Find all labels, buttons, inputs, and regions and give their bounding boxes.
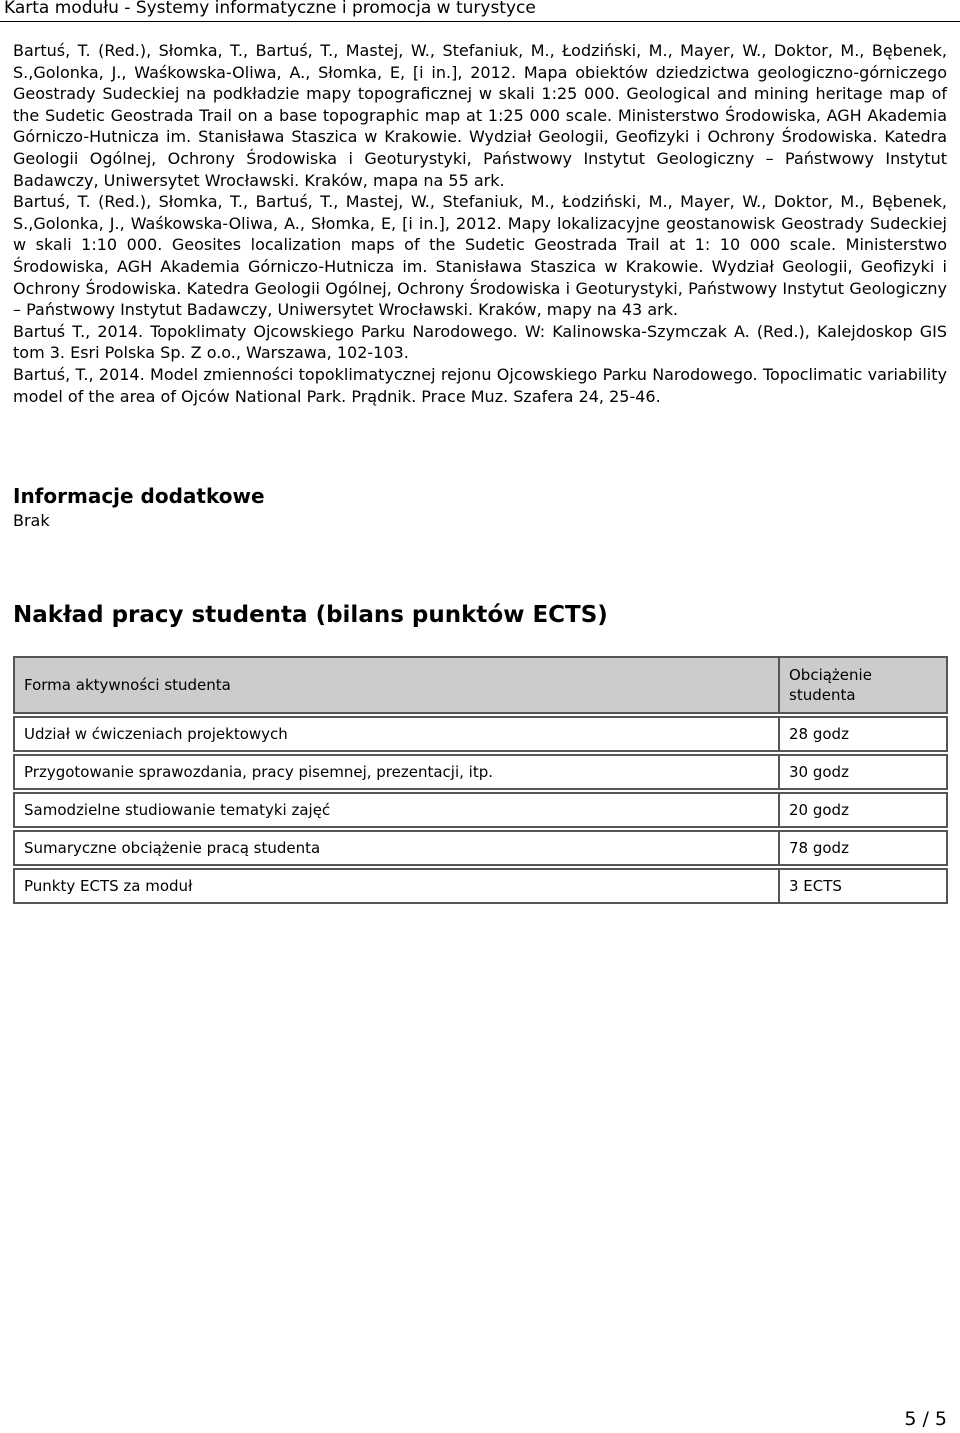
- load-cell: 30 godz: [778, 754, 948, 790]
- document-title: Karta modułu - Systemy informatyczne i promocja w turystyce: [4, 0, 536, 18]
- additional-info-heading: Informacje dodatkowe: [13, 484, 265, 508]
- activity-cell: Udział w ćwiczeniach projektowych: [13, 716, 778, 752]
- activity-cell: Przygotowanie sprawozdania, pracy pisemnej, prezentacji, itp.: [13, 754, 778, 790]
- load-cell: 3 ECTS: [778, 868, 948, 904]
- table-header-row: [13, 656, 948, 714]
- activity-cell: Samodzielne studiowanie tematyki zajęć: [13, 792, 778, 828]
- ects-heading: Nakład pracy studenta (bilans punktów ECTS): [13, 602, 608, 628]
- column-header-activity: Forma aktywności studenta: [13, 656, 778, 714]
- load-cell: 28 godz: [778, 716, 948, 752]
- additional-info-text: Brak: [13, 511, 50, 530]
- table-row: [13, 716, 948, 752]
- load-cell: 78 godz: [778, 830, 948, 866]
- activity-cell: Punkty ECTS za moduł: [13, 868, 778, 904]
- load-cell: 20 godz: [778, 792, 948, 828]
- table-row: [13, 792, 948, 828]
- table-row: [13, 868, 948, 904]
- reference-entry: Bartuś, T. (Red.), Słomka, T., Bartuś, T., Mastej, W., Stefaniuk, M., Łodziński, M., Mayer, W., Doktor, M., Bębenek, S.,Golonka, J., Waśkowska-Oliwa, A., Słomka, E, [i in.], 2012. Mapy lokalizacyjne geostanowisk Geostrady Sudeckiej w skali 1:10 000. Geosites localization maps of the Sudetic Geostrada Trail at 1: 10 000 scale. Ministerstwo Środowiska, AGH Akademia Górniczo-Hutnicza im. Stanisława Staszica w Krakowie. Wydział Geologii, Geofizyki i Ochrony Środowiska. Katedra Geologii Ogólnej, Ochrony Środowiska i Geoturystyki, Państwowy Instytut Geologiczny – Państwowy Instytut Badawczy, Uniwersytet Wrocławski. Kraków, mapy na 43 ark.: [13, 192, 947, 320]
- literature-list: [13, 40, 947, 407]
- activity-cell: Sumaryczne obciążenie pracą studenta: [13, 830, 778, 866]
- page-number: 5 / 5: [904, 1408, 947, 1430]
- page-header: [0, 0, 960, 22]
- table-row: [13, 754, 948, 790]
- column-header-load: Obciążenie studenta: [778, 656, 948, 714]
- ects-table: [13, 654, 948, 906]
- reference-entry: Bartuś, T., 2014. Model zmienności topoklimatycznej rejonu Ojcowskiego Parku Narodowego. Topoclimatic variability model of the area of Ojców National Park. Prądnik. Prace Muz. Szafera 24, 25-46.: [13, 364, 947, 406]
- table-row: [13, 830, 948, 866]
- reference-entry: Bartuś, T. (Red.), Słomka, T., Bartuś, T., Mastej, W., Stefaniuk, M., Łodziński, M., Mayer, W., Doktor, M., Bębenek, S.,Golonka, J., Waśkowska-Oliwa, A., Słomka, E, [i in.], 2012. Mapa obiektów dziedzictwa geologiczno-górniczego Geostrady Sudeckiej na podkładzie mapy topograficznej w skali 1:25 000. Geological and mining heritage map of the Sudetic Geostrada Trail on a base topographic map at 1:25 000 scale. Ministerstwo Środowiska, AGH Akademia Górniczo-Hutnicza im. Stanisława Staszica w Krakowie. Wydział Geologii, Geofizyki i Ochrony Środowiska. Katedra Geologii Ogólnej, Ochrony Środowiska i Geoturystyki, Państwowy Instytut Geologiczny – Państwowy Instytut Badawczy, Uniwersytet Wrocławski. Kraków, mapa na 55 ark.: [13, 41, 947, 190]
- reference-entry: Bartuś T., 2014. Topoklimaty Ojcowskiego Parku Narodowego. W: Kalinowska-Szymczak A. (Red.), Kalejdoskop GIS tom 3. Esri Polska Sp. Z o.o., Warszawa, 102-103.: [13, 321, 947, 363]
